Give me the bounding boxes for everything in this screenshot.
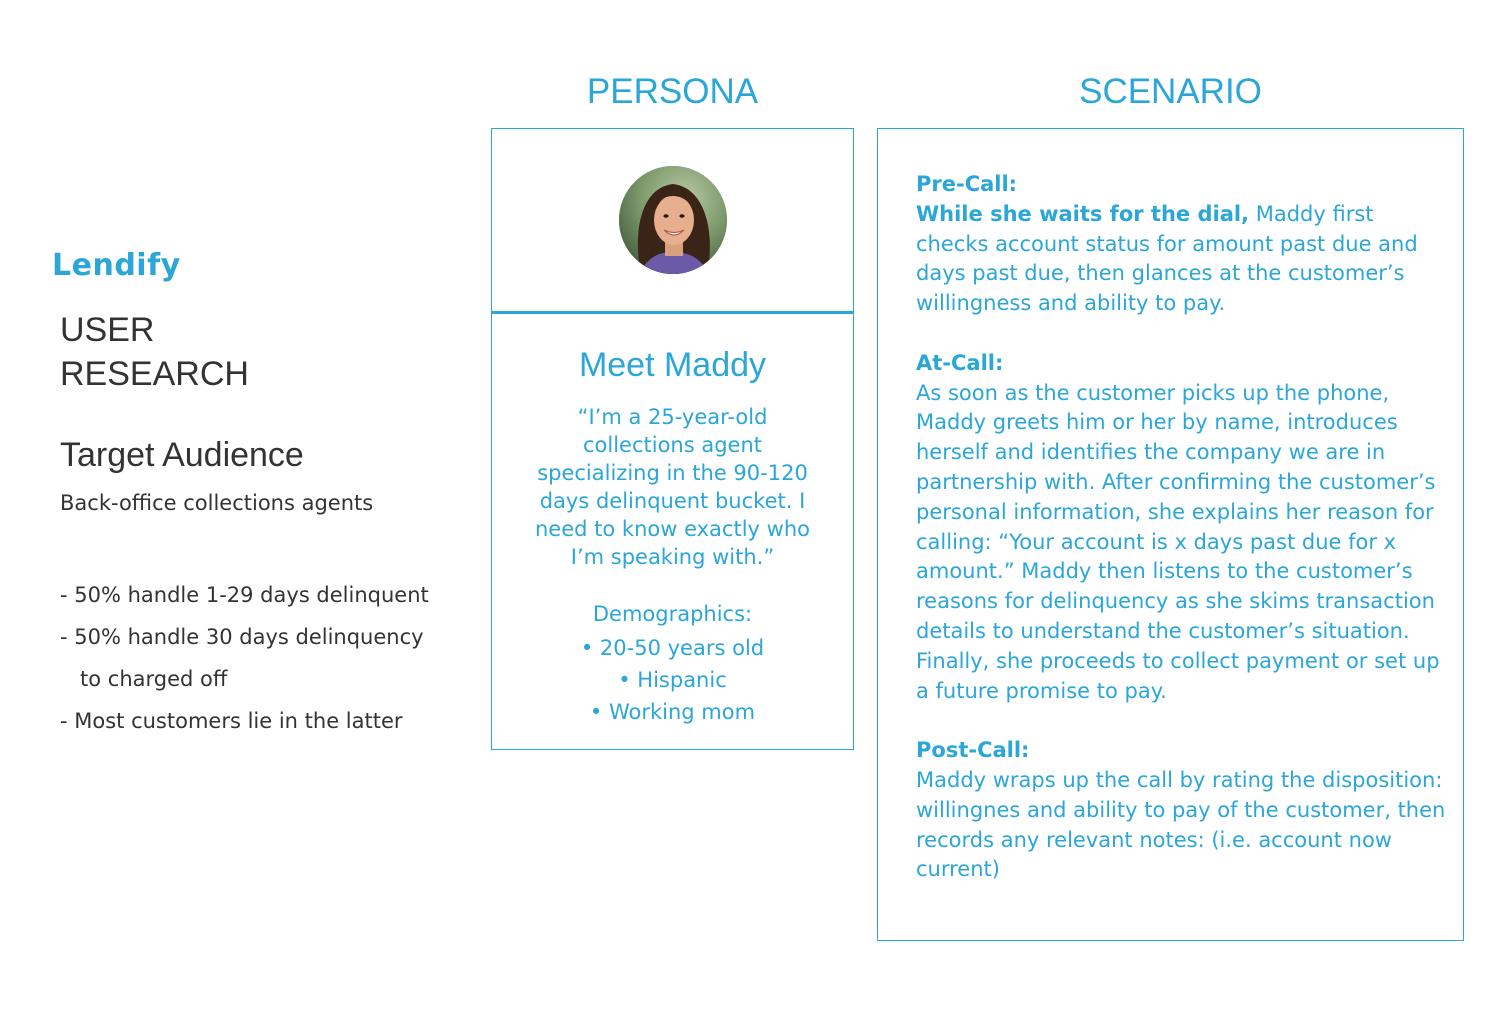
atcall-label: At-Call: bbox=[916, 350, 1004, 375]
demographics-item: • Working mom bbox=[589, 700, 756, 724]
scenario-text bbox=[916, 170, 1446, 915]
audience-bullets bbox=[60, 574, 429, 742]
postcall-label: Post-Call: bbox=[916, 738, 1030, 763]
logo-text: Lendify bbox=[52, 248, 181, 283]
target-audience-heading: Target Audience bbox=[60, 436, 304, 474]
lendify-logo bbox=[52, 248, 181, 283]
demographics-item: • Hispanic bbox=[618, 668, 727, 692]
demographics-item: • 20-50 years old bbox=[580, 636, 765, 660]
demographics-title: Demographics: bbox=[592, 602, 753, 626]
persona-name: Meet Maddy bbox=[578, 346, 767, 384]
scenario-header: SCENARIO bbox=[1079, 72, 1262, 111]
audience-bullet: - 50% handle 1-29 days delinquent bbox=[60, 583, 429, 607]
avatar-image bbox=[619, 166, 727, 274]
postcall-section bbox=[916, 736, 1446, 885]
target-audience-subtitle: Back-office collections agents bbox=[60, 491, 374, 515]
audience-bullet: - Most customers lie in the latter bbox=[60, 709, 403, 733]
page-title-line1: USER bbox=[60, 311, 155, 349]
precall-text: Maddy first checks account status for amount past due and days past due, then glances at the customer’s willingness and ability to pay. bbox=[916, 201, 1418, 316]
audience-bullet: to charged off bbox=[60, 667, 228, 691]
atcall-text: As soon as the customer picks up the phone, Maddy greets him or her by name, introduces herself and identifies the company we are in partnership with. After confirming the customer’s personal information, she explains her reason for calling: “Your account is x days past due for x amount.” Maddy then listens to the customer’s reasons for delinquency as she skims transaction details to understand the customer’s situation. Finally, she proceeds to collect payment or set up a future promise to pay. bbox=[916, 380, 1440, 703]
audience-bullet: - 50% handle 30 days delinquency bbox=[60, 625, 424, 649]
persona-card bbox=[491, 128, 854, 750]
scenario-card bbox=[877, 128, 1464, 941]
avatar bbox=[619, 166, 727, 274]
persona-quote: “I’m a 25-year-old collections agent specializing in the 90-120 days delinquent bucket. I need to know exactly who I’m speaking with.” bbox=[535, 405, 810, 569]
precall-label: Pre-Call: bbox=[916, 172, 1018, 196]
persona-photo-panel bbox=[492, 129, 853, 314]
persona-header: PERSONA bbox=[586, 72, 759, 111]
precall-section bbox=[916, 170, 1446, 319]
demographics-list bbox=[492, 632, 853, 728]
page-title-line2: RESEARCH bbox=[60, 355, 249, 393]
atcall-section bbox=[916, 349, 1446, 707]
precall-lead: While she waits for the dial, bbox=[916, 201, 1250, 226]
page-title bbox=[60, 308, 249, 396]
postcall-text: Maddy wraps up the call by rating the disposition: willingnes and ability to pay of the customer, then records any relevant notes: (i.e. account now current) bbox=[916, 767, 1446, 882]
